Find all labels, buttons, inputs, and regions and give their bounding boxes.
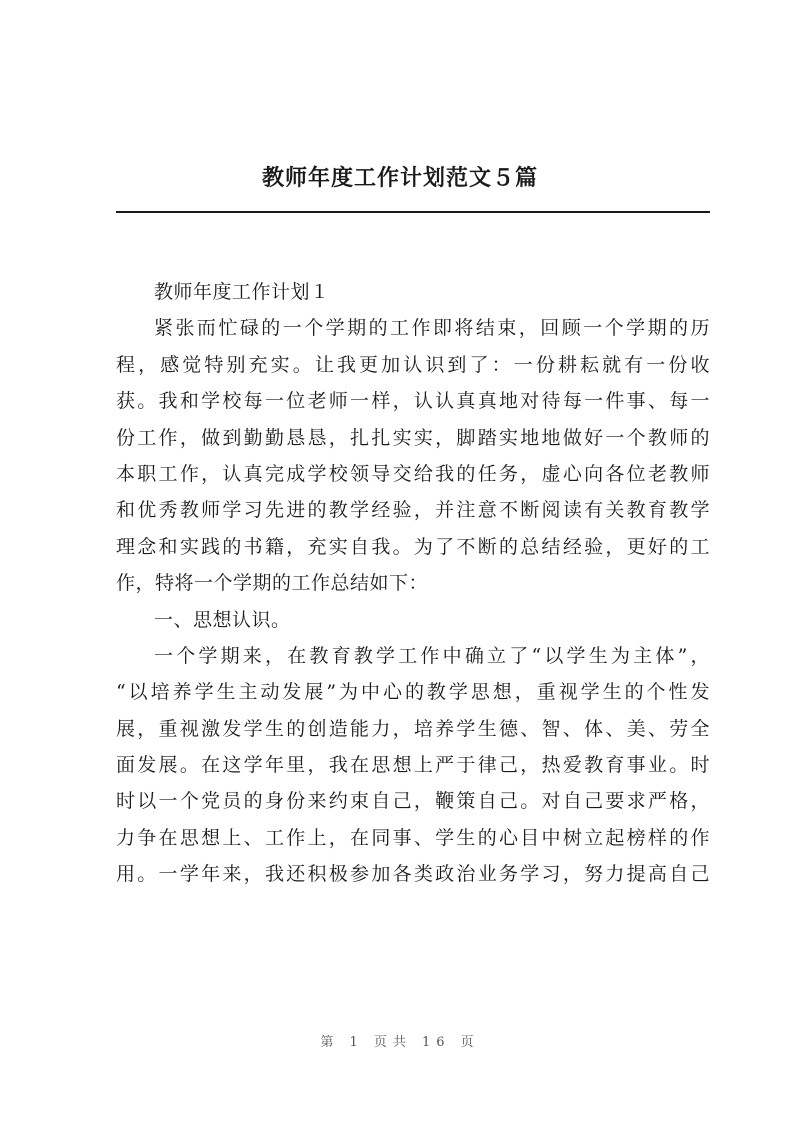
text-line: 教师年度工作计划１ [154,281,330,303]
text-line: 一、思想认识。 [154,608,291,631]
text-line: 获。我和学校每一位老师一样，认认真真地对待每一件事、每一 [116,390,710,413]
text-line: 和优秀教师学习先进的教学经验，并注意不断阅读有关教育教学 [116,499,710,522]
text-line: 展，重视激发学生的创造能力，培养学生德、智、体、美、劳全 [116,717,710,740]
text-line: “以培养学生主动发展”为中心的教学思想，重视学生的个性发 [116,681,710,704]
document-title: 教师年度工作计划范文５篇 [261,165,538,191]
title-divider [116,211,710,213]
text-line: 力争在思想上、工作上，在同事、学生的心目中树立起榜样的作 [116,826,710,849]
text-line: 程，感觉特别充实。让我更加认识到了：一份耕耘就有一份收 [116,353,710,376]
text-line: 一个学期来，在教育教学工作中确立了“以学生为主体”， [154,644,710,667]
text-line: 份工作，做到勤勤恳恳，扎扎实实，脚踏实地地做好一个教师的 [116,426,710,449]
text-line: 面发展。在这学年里，我在思想上严于律己，热爱教育事业。时 [116,754,710,777]
document-body [116,274,710,893]
text-line: 时以一个党员的身份来约束自己，鞭策自己。对自己要求严格， [116,790,710,813]
text-line: 用。一学年来，我还积极参加各类政治业务学习，努力提高自己 [116,863,710,886]
text-line: 本职工作，认真完成学校领导交给我的任务，虚心向各位老教师 [116,462,710,485]
text-line: 理念和实践的书籍，充实自我。为了不断的总结经验，更好的工 [116,535,710,558]
text-line: 作，特将一个学期的工作总结如下： [116,572,429,595]
page-footer: 第 1 页共 16 页 [320,1035,480,1050]
text-line: 紧张而忙碌的一个学期的工作即将结束，回顾一个学期的历 [154,317,710,340]
